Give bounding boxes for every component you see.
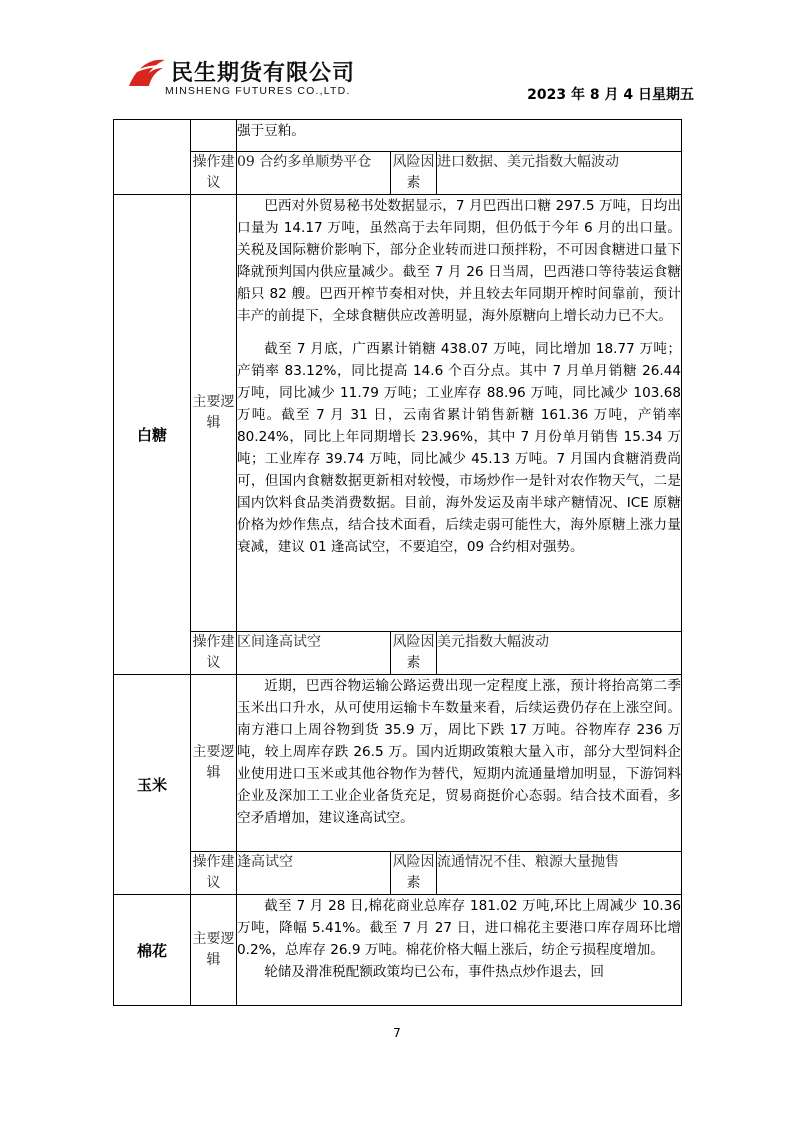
cotton-para-2: 轮储及滑准税配额政策均已公布，事件热点炒作退去，回 — [264, 964, 605, 980]
risk-label-corn: 风险因素 — [391, 852, 437, 895]
risk-text-prev: 进口数据、美元指数大幅波动 — [437, 152, 682, 195]
logic-label-corn: 主要逻辑 — [191, 675, 237, 852]
page-number: 7 — [393, 1026, 401, 1040]
risk-label-sugar: 风险因素 — [391, 632, 437, 675]
cotton-logic-row — [114, 895, 682, 1006]
minsheng-logo-icon — [127, 56, 167, 90]
logic-label-prev — [191, 120, 237, 152]
section-name-corn: 玉米 — [114, 675, 191, 895]
sugar-logic-row — [114, 195, 682, 632]
logic-label-cotton: 主要逻辑 — [191, 895, 237, 1006]
logic-label-sugar: 主要逻辑 — [191, 195, 237, 632]
continuation-text: 强于豆粕。 — [237, 123, 305, 139]
continuation-logic-row — [114, 120, 682, 152]
cotton-para-1: 截至 7 月 28 日,棉花商业总库存 181.02 万吨,环比上周减少 10.36 万吨，降幅 5.41%。截至 7 月 27 日，进口棉花主要港口库存周环比增 0.2%，总库存 26.9 万吨。棉花价格大幅上涨后，纺企亏损程度增加。 — [237, 898, 682, 958]
section-name-cotton: 棉花 — [114, 895, 191, 1006]
company-name-cn: 民生期货有限公司 — [171, 61, 356, 86]
section-name-sugar: 白糖 — [114, 195, 191, 675]
company-name-en: MINSHENG FUTURES CO.,LTD. — [165, 85, 351, 97]
op-label-corn: 操作建议 — [191, 852, 237, 895]
page-header — [0, 0, 794, 118]
company-logo — [127, 52, 367, 104]
op-text-prev: 09 合约多单顺势平仓 — [237, 152, 391, 195]
risk-text-sugar: 美元指数大幅波动 — [437, 632, 682, 675]
corn-op-row — [114, 852, 682, 895]
op-text-sugar: 区间逢高试空 — [237, 632, 391, 675]
continuation-op-row — [114, 152, 682, 195]
op-label-prev: 操作建议 — [191, 152, 237, 195]
report-date: 2023 年 8 月 4 日星期五 — [527, 87, 694, 103]
op-text-corn: 逢高试空 — [237, 852, 391, 895]
section-prev — [114, 120, 191, 195]
risk-text-corn: 流通情况不佳、粮源大量抛售 — [437, 852, 682, 895]
risk-label-prev: 风险因素 — [391, 152, 437, 195]
corn-para-1: 近期，巴西谷物运输公路运费出现一定程度上涨，预计将抬高第二季玉米出口升水，从可使用运输卡车数量来看，后续运费仍存在上涨空间。南方港口上周谷物到货 35.9 万，周比下跌 17 万吨。谷物库存 236 万吨，较上周库存跌 26.5 万。国内近期政策粮大量入市，部分大型饲料企业使用进口玉米或其他谷物作为替代，短期内流通量增加明显，下游饲料企业及深加工工业企业备货充足，贸易商挺价心态弱。结合技术面看，多空矛盾增加，建议逢高试空。 — [237, 678, 682, 826]
sugar-para-2: 截至 7 月底，广西累计销糖 438.07 万吨，同比增加 18.77 万吨；产销率 83.12%，同比提高 14.6 个百分点。其中 7 月单月销糖 26.44 万吨，同比减少 11.79 万吨；工业库存 88.96 万吨，同比减少 103.68 万吨。截至 7 月 31 日，云南省累计销售新糖 161.36 万吨，产销率 80.24%，同比上年同期增长 23.96%，其中 7 月份单月销售 15.34 万吨；工业库存 39.74 万吨，同比减少 45.13 万吨。7 月国内食糖消费尚可，但国内食糖数据更新相对较慢，市场炒作一是针对农作物天气，二是国内饮料食品类消费数据。目前，海外发运及南半球产糖情况、ICE 原糖价格为炒作焦点，结合技术面看，后续走弱可能性大，海外原糖上涨力量衰减，建议 01 逢高试空，不要追空，09 合约相对强势。 — [237, 341, 682, 555]
sugar-para-1: 巴西对外贸易秘书处数据显示，7 月巴西出口糖 297.5 万吨，日均出口量为 14.17 万吨，虽然高于去年同期，但仍低于今年 6 月的出口量。关税及国际糖价影响下，部分企业转而进口预拌粉，不可因食糖进口量下降就预判国内供应量减少。截至 7 月 26 日当周，巴西港口等待装运食糖船只 82 艘。巴西开榨节奏相对快，并且较去年同期开榨时间靠前，预计丰产的前提下，全球食糖供应改善明显，海外原糖向上增长动力已不大。 — [237, 198, 682, 324]
corn-logic-row — [114, 675, 682, 852]
sugar-op-row — [114, 632, 682, 675]
commodity-table — [113, 119, 682, 1006]
op-label-sugar: 操作建议 — [191, 632, 237, 675]
